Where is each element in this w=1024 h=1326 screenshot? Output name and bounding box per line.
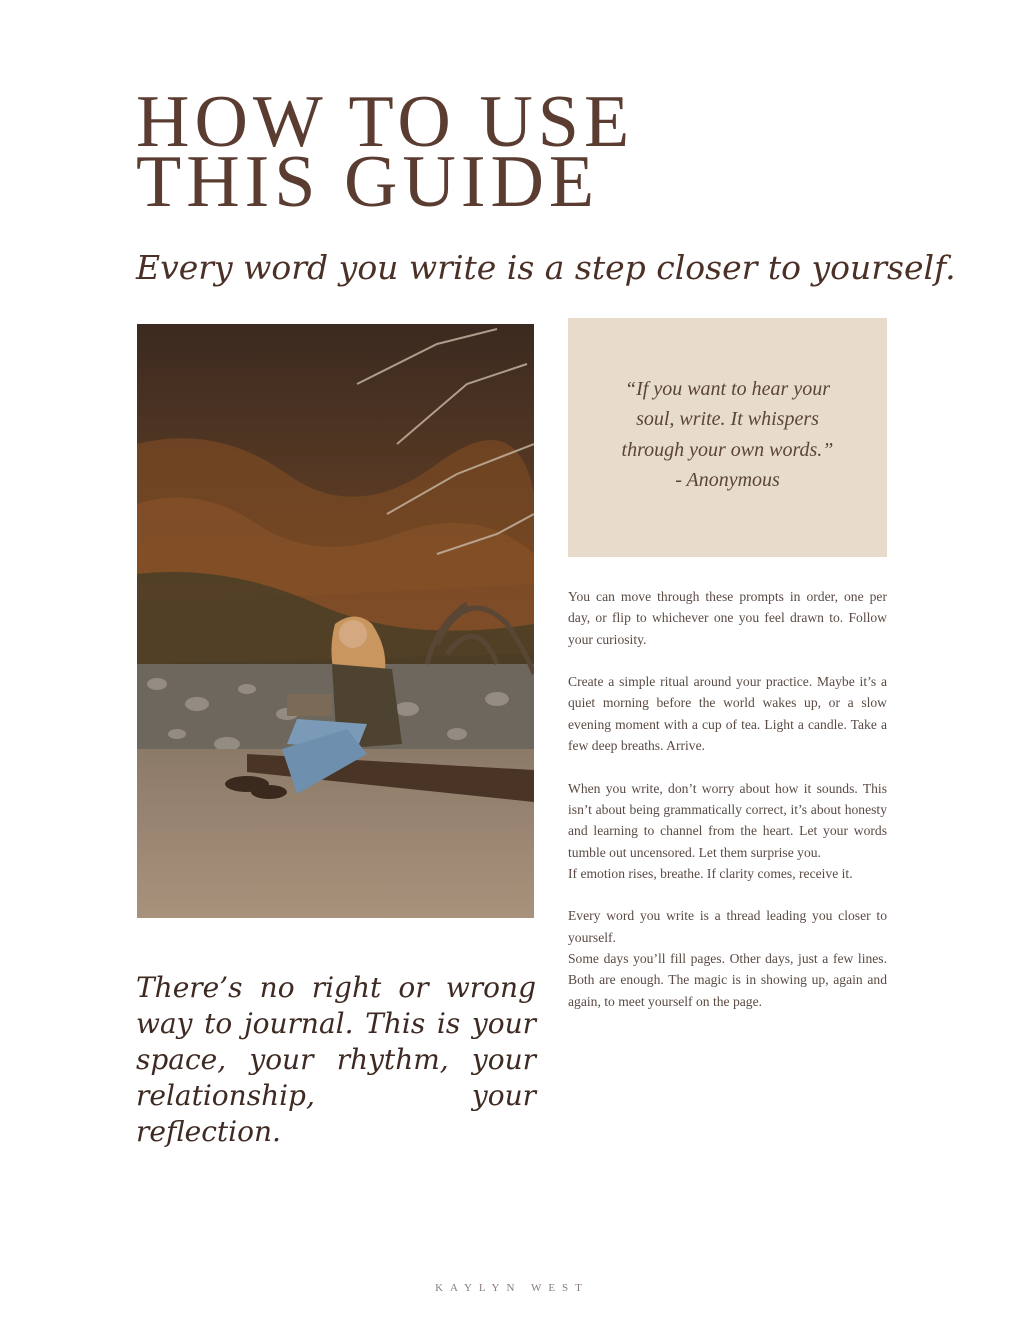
beach-journaling-photo [137, 324, 534, 918]
footer-author: KAYLYN WEST [435, 1282, 589, 1294]
paragraph-3b: If emotion rises, breathe. If clarity comes, receive it. [568, 865, 853, 881]
paragraph-2: Create a simple ritual around your practice. Maybe it’s a quiet morning before the world wakes up, or a slow evening moment with a cup of tea. Light a candle. Take a few deep breaths. Arrive. [568, 674, 887, 754]
paragraph-4b: Some days you’ll fill pages. Other days, just a few lines. Both are enough. The magic is in showing up, again and again, to meet yourself on the page. [568, 951, 887, 1009]
title-line-1: HOW TO USE [136, 81, 635, 163]
paragraph-3 [568, 778, 887, 884]
photo-illustration [137, 324, 534, 918]
paragraph-4 [568, 905, 887, 1011]
tagline: Every word you write is a step closer to yourself. [136, 248, 956, 287]
script-note: There’s no right or wrong way to journal. This is your space, your rhythm, your relationship, your reflection. [136, 971, 536, 1148]
quote-box [568, 318, 887, 557]
instructions-text [568, 586, 887, 1033]
paragraph-4a: Every word you write is a thread leading you closer to yourself. [568, 908, 887, 945]
paragraph-1: You can move through these prompts in order, one per day, or flip to whichever one you feel drawn to. Follow your curiosity. [568, 589, 887, 647]
page-title [136, 81, 836, 223]
quote-attribution: - Anonymous [675, 469, 780, 491]
title-line-2: THIS GUIDE [136, 141, 600, 223]
quote-text: “If you want to hear your soul, write. It whispers through your own words.” [621, 377, 834, 461]
paragraph-3a: When you write, don’t worry about how it sounds. This isn’t about being grammatically correct, it’s about honesty and learning to channel from the heart. Let your words tumble out uncensored. Let them surprise you. [568, 780, 887, 860]
quote [613, 374, 843, 496]
